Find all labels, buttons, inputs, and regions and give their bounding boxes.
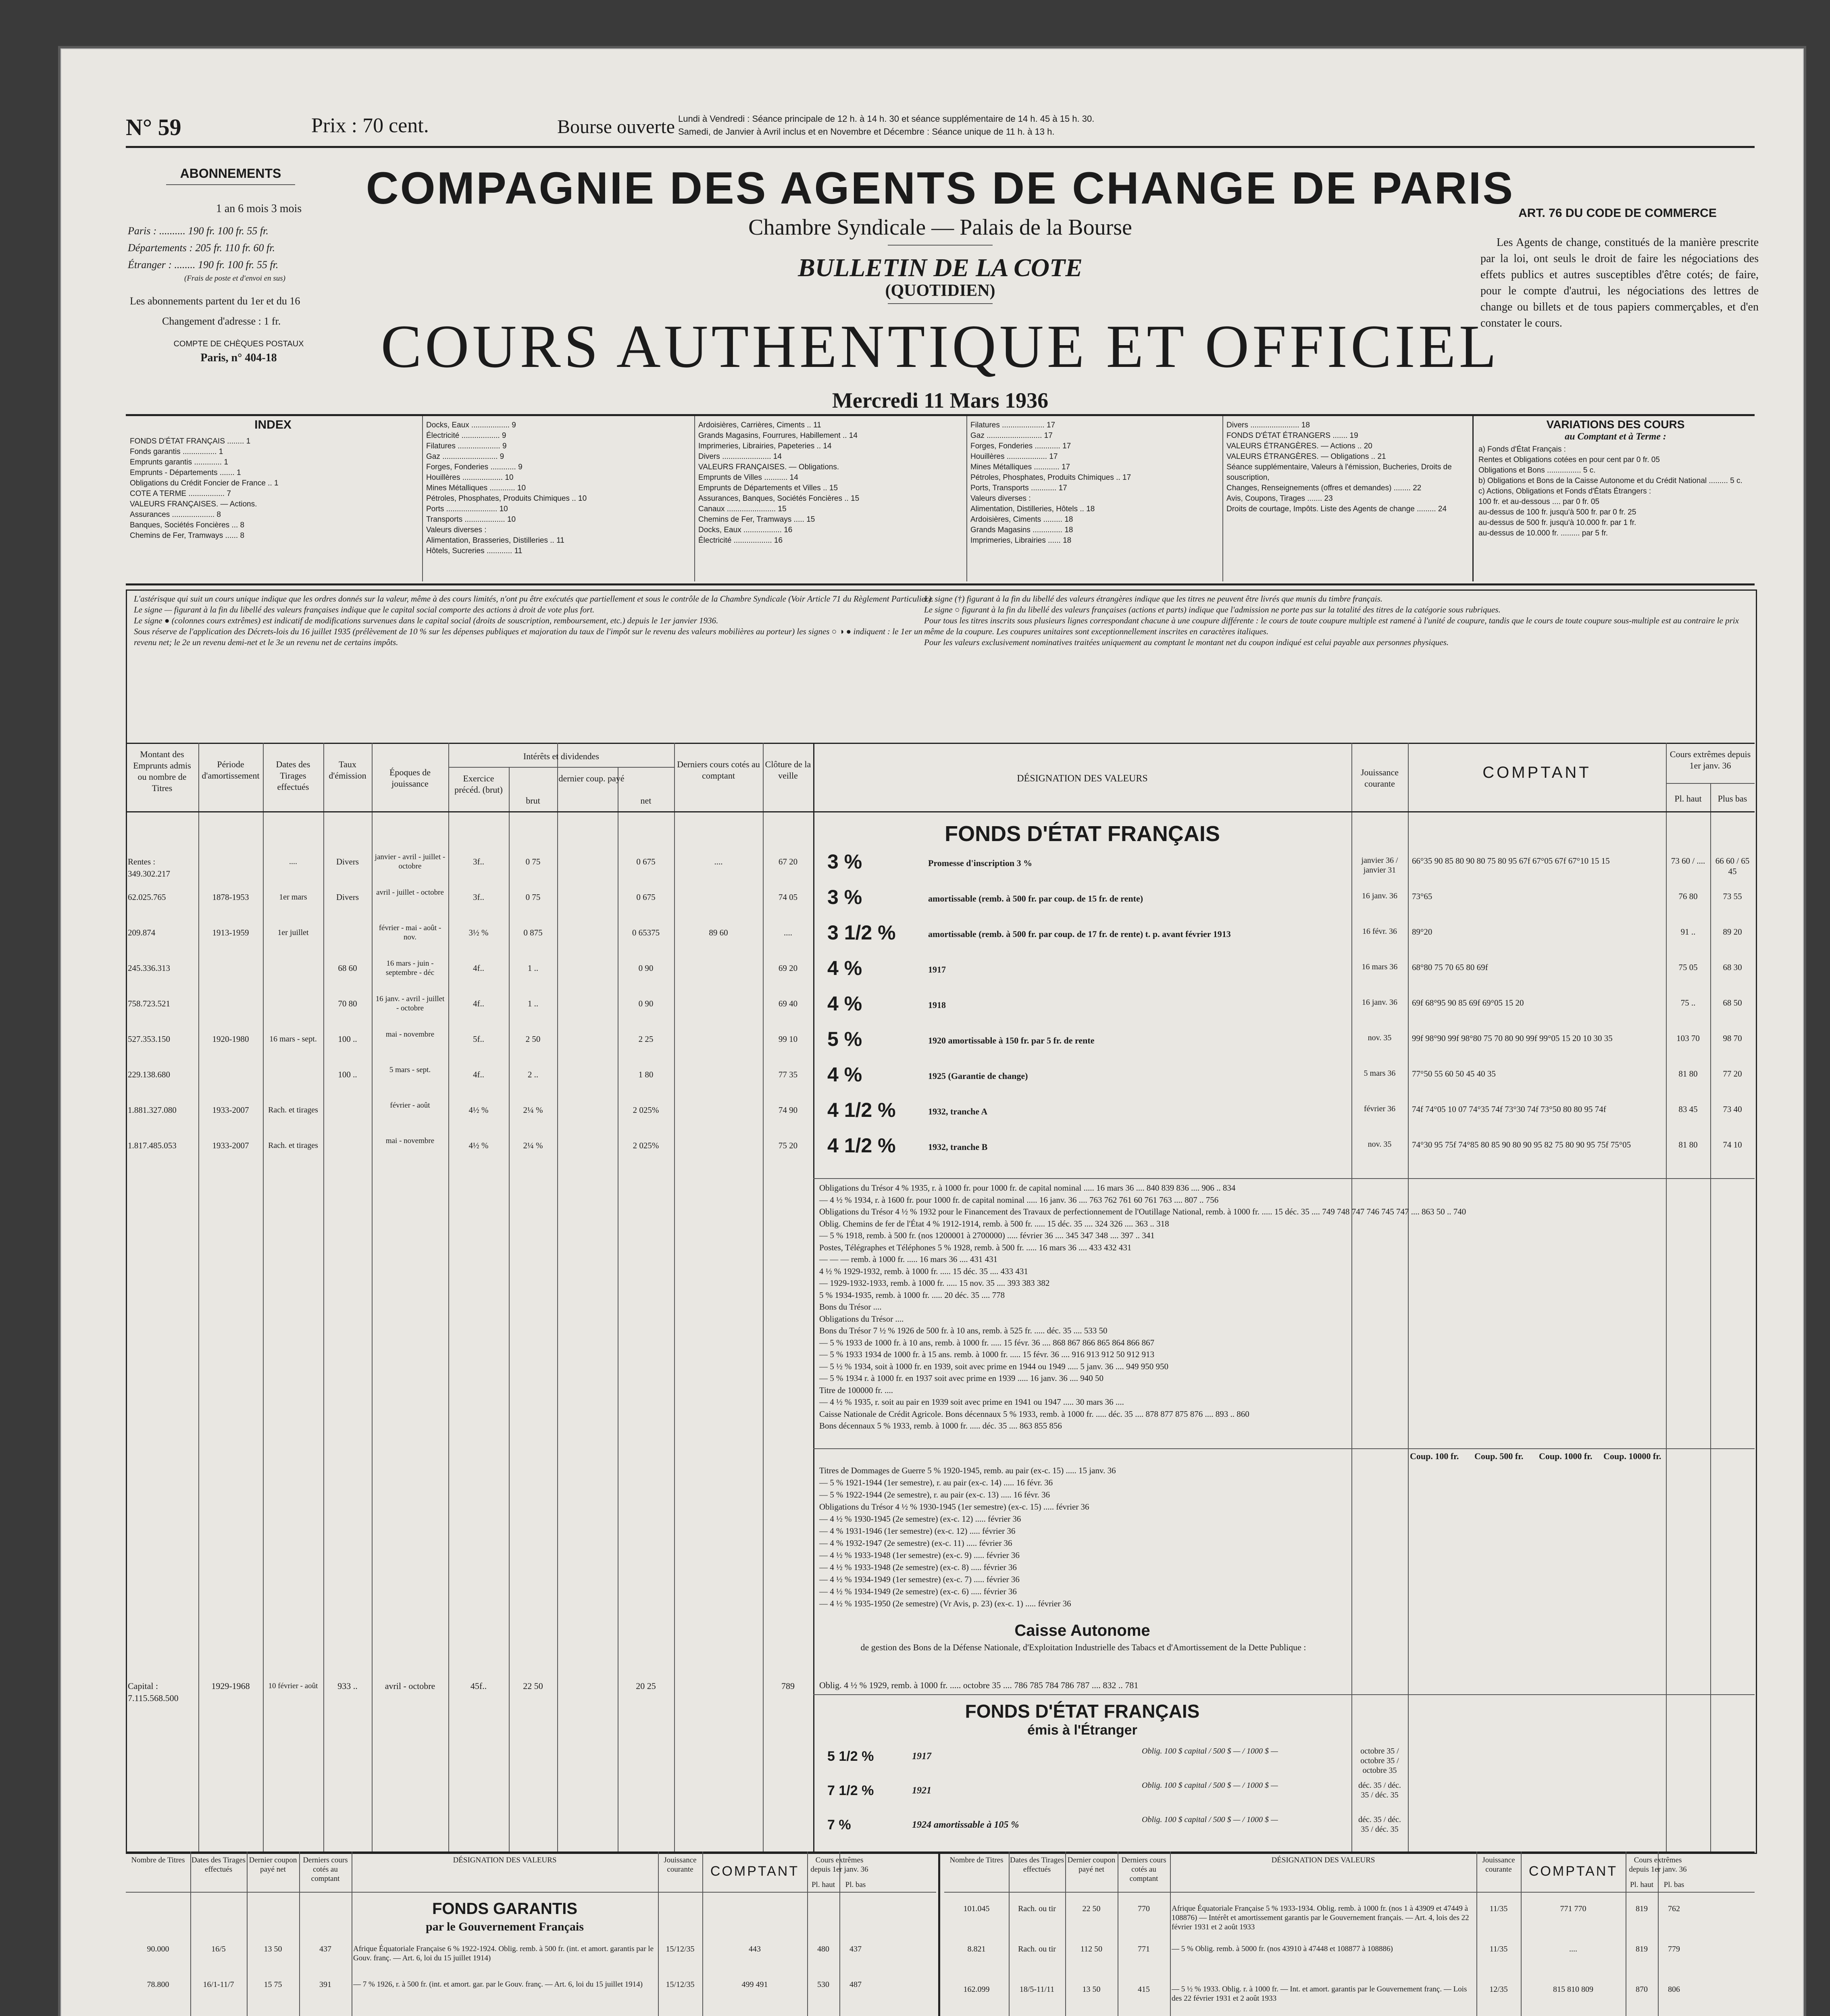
header-jouissance: Jouissance courante: [1360, 767, 1399, 789]
bottom-row-cell: Rach. ou tir: [1018, 1904, 1056, 1913]
etranger-row-year: 1921: [912, 1785, 931, 1796]
fonds-row-epoque: mai - novembre: [385, 1030, 435, 1039]
fonds-row-pl-haut: 75 05: [1678, 962, 1698, 972]
hours-line-2: Samedi, de Janvier à Avril inclus et en Novembre et Décembre : Séance unique de 11 h. à 13 h.: [678, 127, 1055, 137]
fonds-row-montant: 1.881.327.080: [128, 1105, 177, 1115]
bottom-row-cell: 13 50: [264, 1945, 282, 1954]
bottom-header-pl-haut: Pl. haut: [811, 1881, 835, 1889]
abonnements-rows: Paris : .......... 190 fr. 100 fr. 55 fr. Départements : 205 fr. 110 fr. 60 fr. Étranger : ........ 190 fr. 100 fr. 55 fr. (Frais de poste et d'envoi en sus): [128, 225, 286, 283]
bottom-col-rule: [1476, 1851, 1477, 2016]
header-taux: Taux d'émission: [329, 759, 366, 781]
etranger-row-jouissance: déc. 35 / déc. 35 / déc. 35: [1358, 1781, 1401, 1799]
bottom-row-cell: 815 810 809: [1553, 1985, 1593, 1994]
bottom-header-pl-bas: Pl. bas: [1663, 1881, 1684, 1889]
fonds-row-comptant: 99f 98°90 99f 98°80 75 70 80 90 99f 99°05 15 20 10 30 35: [1412, 1033, 1613, 1043]
bottom-row-cell: 15/12/35: [666, 1980, 695, 1989]
bottom-row-cell: Afrique Équatoriale Française 5 % 1933-1934. Oblig. remb. à 1000 fr. (nos 1 à 43909 et 47449 à 108876) — Intérêt et amortissement garantis par le Gouvernement français. — Art. 4, lois des 22 février 1931 et 2 août 1933: [1172, 1904, 1469, 1931]
fonds-row-exercice: 3f..: [473, 892, 484, 902]
fonds-row-brut: 0 875: [523, 928, 543, 937]
index-title: INDEX: [254, 418, 291, 431]
fonds-row-periode: 1878-1953: [212, 892, 249, 902]
fonds-row-periode: 1920-1980: [212, 1034, 249, 1044]
fonds-row-pl-haut: 91 ..: [1680, 927, 1696, 937]
bottom-col-rule: [1065, 1851, 1066, 2016]
index-col-2: Docks, Eaux .................. 9 Électricité .................. 9 Filatures .................... 9 Gaz .......................... 9 Forges, Fonderies ............ 9 Houillères ................... 10 Mines Métalliques ............ 10 Pétroles, Phosphates, Produits Chimiques .. 10 Ports ........................ 10 Transports ................... 10 Valeurs diverses : Alimentation, Brasseries, Distilleries .. 11 Hôtels, Sucreries ............ 11: [426, 421, 587, 555]
fonds-row-cloture: 69 20: [778, 963, 798, 973]
bottom-header-5: Jouissance courante: [1482, 1856, 1515, 1874]
fonds-row-montant: 1.817.485.053: [128, 1141, 177, 1150]
fonds-row-pl-haut: 103 70: [1676, 1033, 1700, 1043]
bottom-col-rule: [807, 1851, 808, 2016]
header-periode: Période d'amortissement: [202, 759, 260, 781]
fonds-row-dates: ....: [289, 857, 297, 866]
fonds-row-montant: 209.874: [128, 928, 156, 937]
header-pl-haut: Pl. haut: [1674, 793, 1702, 804]
bottom-row-cell: 16/1-11/7: [203, 1980, 234, 1989]
fonds-row-epoque: 5 mars - sept.: [389, 1066, 431, 1074]
bottom-row-cell: 101.045: [963, 1904, 990, 1913]
fonds-row-designation: 4 %: [827, 957, 862, 979]
bottom-row-cell: 18/5-11/11: [1019, 1985, 1055, 1994]
bottom-header-6: COMPTANT: [1528, 1864, 1618, 1879]
caisse-cloture: 789: [781, 1681, 795, 1691]
fonds-row-sub: Promesse d'inscription 3 %: [928, 858, 1033, 868]
bottom-col-rule: [299, 1851, 300, 2016]
fonds-row-montant: 527.353.150: [128, 1034, 170, 1044]
bottom-row-cell: 12/35: [1489, 1985, 1508, 1994]
fonds-row-dates: 1er juillet: [277, 928, 309, 937]
fonds-row-net: 0 65375: [632, 928, 660, 937]
fonds-row-dates: Rach. et tirages: [268, 1106, 318, 1114]
cours-title: COURS AUTHENTIQUE ET OFFICIEL: [381, 312, 1500, 380]
fonds-row-designation: 4 1/2 %: [827, 1099, 896, 1121]
fonds-row-taux: 68 60: [338, 963, 357, 973]
fonds-row-cloture: 74 90: [778, 1105, 798, 1115]
bottom-header-5: Jouissance courante: [664, 1856, 697, 1874]
article-text: Les Agents de change, constitués de la manière prescrite par la loi, ont seuls le droit de faire les négociations des effets publics et autres susceptibles d'être cotés; de faire, pour le compte d'autrui, les négociations des lettres de change ou billets et de tous papiers commerçables, et d'en constater le cours.: [1480, 236, 1759, 329]
fonds-row-brut: 1 ..: [527, 963, 539, 973]
fonds-row-sub: amortissable (remb. à 500 fr. par coup. de 17 fr. de rente) t. p. avant février 1913: [928, 929, 1231, 939]
index-col-5: Divers ....................... 18 FONDS D'ÉTAT ÉTRANGERS ....... 19 VALEURS ÉTRANGÈRES. — Actions .. 20 VALEURS ÉTRANGÈRES. — Obligations .. 21 Séance supplémentaire, Valeurs à l'émission, Bucheries, Droits de souscription, Changes, Renseignements (offres et demandes) ........ 22 Avis, Coupons, Tirages ....... 23 Droits de courtage, Impôts. Liste des Agents de change ......... 24: [1226, 421, 1452, 513]
caisse-title: Caisse Autonome: [1014, 1622, 1150, 1639]
notes-left: L'astérisque qui suit un cours unique indique que les ordres donnés sur la valeur, même à des cours limités, n'ont pu être exécutés que partiellement et sous le contrôle de la Chambre Syndicale (Voir Article 71 du Règlement Particulier). Le signe — figurant à la fin du libellé des valeurs françaises indique que le capital social comporte des actions à droit de vote plus fort. Le signe ● (colonnes cours extrêmes) est indicatif de modifications survenues dans le capital social (droits de souscription, remboursement, etc.) depuis le 1er janvier 1936. Sous réserve de l'application des Décrets-lois du 16 juillet 1935 (prélèvement de 10 % sur les dépenses publiques et majoration du taux de l'impôt sur le revenu des valeurs mobilières au porteur) les signes ○ ◑ ● indiquent : le 1er un revenu net; le 2e un revenu demi-net et le 3e un revenu net de certains impôts.: [134, 594, 934, 647]
bottom-fonds-garantis-sub: par le Gouvernement Français: [426, 1920, 584, 1933]
bottom-header-extremes: Cours extrêmes depuis 1er janv. 36: [1629, 1856, 1687, 1874]
fonds-row-cloture: 75 20: [778, 1141, 798, 1150]
bottom-header-extremes: Cours extrêmes depuis 1er janv. 36: [810, 1856, 868, 1874]
fonds-row-comptant: 66°35 90 85 80 90 80 75 80 95 67f 67°05 67f 67°10 15 15: [1412, 856, 1610, 866]
fonds-row-brut: 2 50: [525, 1034, 541, 1044]
etranger-row-oblig: Oblig. 100 $ capital / 500 $ — / 1000 $ —: [1142, 1747, 1278, 1756]
fonds-row-jouissance: nov. 35: [1368, 1033, 1392, 1042]
bottom-row-cell: 13 50: [1082, 1985, 1101, 1994]
bottom-header-pl-bas: Pl. bas: [845, 1881, 866, 1889]
bottom-fonds-garantis-title: FONDS GARANTIS: [432, 1900, 577, 1918]
etranger-sub: émis à l'Étranger: [1027, 1722, 1137, 1738]
bottom-row-cell: 162.099: [963, 1985, 990, 1994]
fonds-row-comptant: 74f 74°05 10 07 74°35 74f 73°30 74f 73°50 80 80 95 74f: [1412, 1104, 1606, 1114]
fonds-row-taux: Divers: [336, 892, 359, 902]
fonds-row-designation: 3 %: [827, 886, 862, 908]
header-dates: Dates des Tirages effectués: [276, 759, 310, 792]
fonds-row-plus-bas: 89 20: [1723, 927, 1742, 937]
fonds-row-brut: 0 75: [525, 857, 541, 866]
fonds-row-net: 2 025%: [633, 1105, 659, 1115]
bottom-header-4: DÉSIGNATION DES VALEURS: [453, 1856, 557, 1864]
bottom-col-rule: [1658, 1851, 1659, 2016]
coup-500-header: Coup. 500 fr.: [1474, 1451, 1524, 1461]
bottom-row-cell: 443: [749, 1945, 761, 1954]
fonds-row-designation: 3 %: [827, 850, 862, 873]
fonds-row-brut: 2¼ %: [523, 1141, 543, 1150]
fonds-row-comptant: 89°20: [1412, 927, 1432, 937]
caisse-taux: 933 ..: [337, 1681, 358, 1691]
article-title: ART. 76 DU CODE DE COMMERCE: [1518, 206, 1717, 220]
header-epoques: Époques de jouissance: [389, 767, 431, 789]
fonds-row-cloture: 77 35: [778, 1070, 798, 1079]
fonds-row-exercice: 4f..: [473, 1070, 484, 1079]
bottom-row-cell: 22 50: [1082, 1904, 1101, 1913]
bottom-row-cell: 771: [1138, 1945, 1150, 1954]
bottom-col-rule: [658, 1851, 659, 2016]
coup-100-header: Coup. 100 fr.: [1410, 1451, 1459, 1461]
fonds-row-montant: 245.336.313: [128, 963, 170, 973]
fonds-row-dates: 1er mars: [279, 893, 307, 902]
fonds-etat-title: FONDS D'ÉTAT FRANÇAIS: [945, 822, 1220, 846]
etranger-row-designation: 5 1/2 %: [827, 1749, 874, 1764]
fonds-row-designation: 4 %: [827, 992, 862, 1015]
fonds-row-designation: 5 %: [827, 1028, 862, 1050]
caisse-net: 20 25: [636, 1681, 656, 1691]
bottom-row-cell: 779: [1668, 1945, 1680, 1954]
fonds-row-taux: 100 ..: [338, 1070, 357, 1079]
bottom-row-cell: 530: [817, 1980, 829, 1989]
fonds-row-designation: 4 1/2 %: [827, 1134, 896, 1157]
bourse-label: Bourse ouverte: [557, 116, 675, 137]
bottom-row-cell: 78.800: [147, 1980, 169, 1989]
fonds-row-jouissance: 16 mars 36: [1362, 962, 1398, 971]
bottom-row-cell: 762: [1668, 1904, 1680, 1913]
header-designation: DÉSIGNATION DES VALEURS: [1017, 773, 1148, 784]
newspaper-page: [60, 48, 1804, 2016]
etranger-row-designation: 7 1/2 %: [827, 1783, 874, 1798]
bottom-row-cell: 480: [817, 1945, 829, 1954]
variations-lines: a) Fonds d'État Français : Rentes et Obligations cotées en pour cent par 0 fr. 05 Obligations et Bons ................ 5 c. b) Obligations et Bons de la Caisse Autonome et du Crédit National ......... 5 c. c) Actions, Obligations et Fonds d'États Étrangers : 100 fr. et au-dessous .... par 0 fr. 05 au-dessus de 100 fr. jusqu'à 500 fr. par 0 fr. 25 au-dessus de 500 fr. jusqu'à 10.000 fr. par 1 fr. au-dessus de 10.000 fr. ......... par 5 fr.: [1478, 445, 1743, 537]
bottom-row-cell: — 5 % Oblig. remb. à 5000 fr. (nos 43910 à 47448 et 108877 à 108886): [1172, 1945, 1393, 1953]
header-extremes: Cours extrêmes depuis 1er janv. 36: [1670, 749, 1751, 771]
fonds-row-montant: 758.723.521: [128, 999, 170, 1008]
fonds-row-comptant: 68°80 75 70 65 80 69f: [1412, 962, 1488, 972]
obligations-block: Obligations du Trésor 4 % 1935, r. à 1000 fr. pour 1000 fr. de capital nominal ..... 16 mars 36 .... 840 839 836 .... 906 .. 834 — 4 ½ % 1934, r. à 1600 fr. pour 1000 fr. de capital nominal ..... 16 janv. 36 .... 763 762 761 60 761 763 .... 807 .. 756 Obligations du Trésor 4 ½ % 1932 pour le Financement des Travaux de perfectionnement de l'Outillage National, remb. à 1000 fr. ..... 15 déc. 35 .... 749 748 747 746 745 747 .... 863 50 .. 740 Oblig. Chemins de fer de l'État 4 % 1912-1914, remb. à 500 fr. ..... 15 déc. 35 .... 324 326 .... 363 .. 318 — 5 % 1918, remb. à 500 fr. (nos 1200001 à 2700000) ..... février 36 .... 345 347 348 .... 397 .. 341 Postes, Télégraphes et Téléphones 5 % 1928, remb. à 500 fr. ..... 16 mars 36 .... 433 432 431 — — — remb. à 1000 fr. ..... 16 mars 36 .... 431 431 4 ½ % 1929-1932, remb. à 1000 fr. ..... 15 déc. 35 .... 433 431 — 1929-1932-1933, remb. à 1000 fr. ..... 15 nov. 35 .... 393 383 382 5 % 1934-1935, remb. à 1000 fr. ..... 20 déc. 35 .... 778 Bons du Trésor .... Obligations du Trésor .... Bons du Trésor 7 ½ % 1926 de 500 fr. à 10 ans, remb. à 525 fr. ..... déc. 35 .... 533 50 — 5 % 1933 de 1000 fr. à 10 ans, remb. à 1000 fr. ..... 15 févr. 36 .... 868 867 866 865 864 866 867 — 5 % 1933 1934 de 1000 fr. à 15 ans. remb. à 1000 fr. ..... 15 févr. 36 .... 916 913 912 50 912 913 — 5 ½ % 1934, soit à 1000 fr. en 1939, soit avec prime en 1944 ou 1949 ..... 5 janv. 36 .... 949 950 950 — 5 % 1934 r. à 1000 fr. en 1937 soit avec prime en 1939 ..... 16 janv. 36 .... 940 50 Titre de 100000 fr. .... — 4 ½ % 1935, r. soit au pair en 1939 soit avec prime en 1941 ou 1947 ..... 30 mars 36 .... Caisse Nationale de Crédit Agricole. Bons décennaux 5 % 1933, remb. à 1000 fr. ..... déc. 35 .... 878 877 875 876 .... 893 .. 860 Bons décennaux 5 % 1933, remb. à 1000 fr. ..... déc. 35 .... 863 855 856: [819, 1183, 1466, 1431]
bottom-header-rule: [126, 1892, 936, 1893]
fonds-row-brut: 0 75: [525, 892, 541, 902]
index-col-3: Ardoisières, Carrières, Ciments .. 11 Grands Magasins, Fourrures, Habillement .. 14 Imprimeries, Librairies, Papeteries .. 14 Divers ....................... 14 VALEURS FRANÇAISES. — Obligations. Emprunts de Villes ........... 14 Emprunts de Départements et Villes .. 15 Assurances, Banques, Sociétés Foncières .. 15 Canaux ....................... 15 Chemins de Fer, Tramways ..... 15 Docks, Eaux .................. 16 Électricité .................. 16: [698, 421, 860, 545]
fonds-row-jouissance: 16 janv. 36: [1362, 891, 1398, 900]
fonds-row-derniers: ....: [714, 857, 723, 866]
bottom-row-cell: 499 491: [741, 1980, 768, 1989]
fonds-row-periode: 1913-1959: [212, 928, 249, 937]
variations-subtitle: au Comptant et à Terme :: [1565, 431, 1666, 442]
fonds-row-epoque: mai - novembre: [385, 1137, 435, 1145]
caisse-exercice: 45f..: [470, 1681, 487, 1691]
fonds-row-pl-haut: 81 80: [1678, 1069, 1698, 1079]
bottom-col-rule: [1521, 1851, 1522, 2016]
bottom-row-cell: Afrique Équatoriale Française 6 % 1922-1924. Oblig. remb. à 500 fr. (int. et amort. garantis par le Gouv. franç. — Art. 6, loi du 15 juillet 1914): [353, 1945, 654, 1962]
fonds-row-comptant: 74°30 95 75f 74°85 80 85 90 80 90 95 82 75 80 90 95 75f 75°05: [1412, 1140, 1631, 1150]
fonds-row-comptant: 69f 68°95 90 85 69f 69°05 15 20: [1412, 998, 1524, 1008]
bottom-header-2: Dernier coupon payé net: [249, 1856, 297, 1874]
fonds-row-pl-haut: 73 60 / ....: [1671, 856, 1705, 866]
fonds-row-dates: 16 mars - sept.: [269, 1035, 317, 1043]
bottom-header-pl-haut: Pl. haut: [1630, 1881, 1654, 1889]
fonds-row-designation: 4 %: [827, 1063, 862, 1086]
fonds-row-jouissance: février 36: [1364, 1104, 1396, 1113]
etranger-row-jouissance: déc. 35 / déc. 35 / déc. 35: [1358, 1815, 1401, 1834]
index-col-1: FONDS D'ÉTAT FRANÇAIS ........ 1 Fonds garantis ................ 1 Emprunts garantis ............. 1 Emprunts - Départements ....... 1 Obligations du Crédit Foncier de France .. 1 COTE A TERME ................. 7 VALEURS FRANÇAISES. — Actions. Assurances .................... 8 Banques, Sociétés Foncières ... 8 Chemins de Fer, Tramways ...... 8: [130, 437, 279, 540]
fonds-row-cloture: 67 20: [778, 857, 798, 866]
bottom-row-cell: — 5 ½ % 1933. Oblig. r. à 1000 fr. — Int. et amort. garantis par le Gouvernement franç. — Lois des 22 février 1931 et 2 août 1933: [1172, 1985, 1467, 2003]
bottom-row-cell: 8.821: [967, 1945, 986, 1954]
fonds-row-epoque: janvier - avril - juillet - octobre: [375, 853, 446, 871]
fonds-row-pl-haut: 75 ..: [1680, 998, 1696, 1008]
caisse-montant: Capital : 7.115.568.500: [128, 1681, 179, 1703]
header-montant: Montant des Emprunts admis ou nombre de Titres: [133, 749, 191, 793]
fonds-row-epoque: février - août: [390, 1101, 430, 1110]
fonds-row-exercice: 4f..: [473, 999, 484, 1008]
fonds-row-epoque: février - mai - août - nov.: [379, 924, 441, 941]
bottom-header-1: Dates des Tirages effectués: [1010, 1856, 1064, 1874]
bottom-col-rule: [1170, 1851, 1171, 2016]
bottom-row-cell: Rach. ou tir: [1018, 1945, 1056, 1954]
issue-date: Mercredi 11 Mars 1936: [832, 388, 1049, 412]
fonds-row-exercice: 4½ %: [468, 1141, 489, 1150]
fonds-row-plus-bas: 66 60 / 65 45: [1715, 856, 1750, 876]
variations-title: VARIATIONS DES COURS: [1546, 418, 1685, 431]
dommages-block: Titres de Dommages de Guerre 5 % 1920-1945, remb. au pair (ex-c. 15) ..... 15 janv. 36 — 5 % 1921-1944 (1er semestre), r. au pair (ex-c. 14) ..... 16 févr. 36 — 5 % 1922-1944 (2e semestre), r. au pair (ex-c. 13) ..... 16 févr. 36 Obligations du Trésor 4 ½ % 1930-1945 (1er semestre) (ex-c. 15) ..... février 36 — 4 ½ % 1930-1945 (2e semestre) (ex-c. 12) ..... février 36 — 4 % 1931-1946 (1er semestre) (ex-c. 12) ..... février 36 — 4 % 1932-1947 (2e semestre) (ex-c. 11) ..... février 36 — 4 ½ % 1933-1948 (1er semestre) (ex-c. 9) ..... février 36 — 4 ½ % 1933-1948 (2e semestre) (ex-c. 8) ..... février 36 — 4 ½ % 1934-1949 (1er semestre) (ex-c. 7) ..... février 36 — 4 ½ % 1934-1949 (2e semestre) (ex-c. 6) ..... février 36 — 4 ½ % 1935-1950 (2e semestre) (Vr Avis, p. 23) (ex-c. 1) ..... février 36: [819, 1466, 1116, 1608]
fonds-row-exercice: 5f..: [473, 1034, 484, 1044]
bottom-row-cell: 487: [849, 1980, 862, 1989]
header-interets: Intérêts et dividendes: [523, 751, 600, 761]
bulletin-title: BULLETIN DE LA COTE: [798, 253, 1083, 282]
fonds-row-jouissance: janvier 36 / janvier 31: [1361, 856, 1398, 875]
fonds-row-dates: Rach. et tirages: [268, 1141, 318, 1150]
fonds-row-sub: 1932, tranche B: [928, 1142, 988, 1152]
bottom-header-rule: [944, 1892, 1755, 1893]
fonds-row-plus-bas: 73 55: [1723, 891, 1742, 901]
fonds-row-cloture: 74 05: [778, 892, 798, 902]
fonds-row-sub: 1932, tranche A: [928, 1106, 988, 1116]
fonds-row-designation: 3 1/2 %: [827, 921, 896, 944]
fonds-row-net: 0 675: [636, 857, 656, 866]
coup-1000-header: Coup. 1000 fr.: [1539, 1451, 1593, 1461]
abonnements-title: ABONNEMENTS: [180, 166, 281, 181]
fonds-row-sub: amortissable (remb. à 500 fr. par coup. de 15 fr. de rente): [928, 893, 1143, 904]
fonds-row-jouissance: nov. 35: [1368, 1140, 1392, 1149]
bottom-row-cell: — 7 % 1926, r. à 500 fr. (int. et amort. gar. par le Gouv. franç. — Art. 6, loi du 15 juillet 1914): [353, 1980, 643, 1989]
fonds-row-net: 0 90: [638, 999, 654, 1008]
fonds-row-plus-bas: 98 70: [1723, 1033, 1742, 1043]
fonds-row-sub: 1917: [928, 964, 946, 975]
fonds-row-jouissance: 5 mars 36: [1364, 1069, 1396, 1078]
fonds-row-taux: 70 80: [338, 999, 357, 1008]
fonds-row-cloture: ....: [784, 928, 792, 937]
etranger-title: FONDS D'ÉTAT FRANÇAIS: [965, 1701, 1200, 1722]
fonds-row-brut: 2¼ %: [523, 1105, 543, 1115]
bottom-row-cell: ....: [1569, 1945, 1577, 1954]
fonds-row-plus-bas: 74 10: [1723, 1140, 1742, 1150]
fonds-row-periode: 1933-2007: [212, 1105, 249, 1115]
bottom-header-3: Derniers cours cotés au comptant: [303, 1856, 348, 1883]
bottom-row-cell: 90.000: [147, 1945, 169, 1954]
bottom-header-3: Derniers cours cotés au comptant: [1121, 1856, 1166, 1883]
fonds-row-plus-bas: 77 20: [1723, 1069, 1742, 1079]
fonds-row-exercice: 3½ %: [468, 928, 489, 937]
bottom-row-cell: 437: [849, 1945, 862, 1954]
abonnements-note-2: Changement d'adresse : 1 fr.: [162, 315, 281, 327]
bottom-row-cell: 391: [319, 1980, 331, 1989]
bottom-header-1: Dates des Tirages effectués: [191, 1856, 246, 1874]
etranger-row-designation: 7 %: [827, 1817, 851, 1833]
fonds-row-montant: 229.138.680: [128, 1070, 170, 1079]
fonds-row-comptant: 77°50 55 60 50 45 40 35: [1412, 1069, 1496, 1079]
issue-number: N° 59: [126, 114, 181, 140]
bottom-row-cell: 819: [1636, 1904, 1648, 1913]
header-derniers-cours: Derniers cours cotés au comptant: [677, 759, 760, 781]
header-comptant: COMPTANT: [1482, 764, 1591, 781]
bottom-row-cell: 112 50: [1080, 1945, 1103, 1954]
bottom-col-rule: [190, 1851, 191, 2016]
bottom-col-rule: [247, 1851, 248, 2016]
fonds-row-periode: 1933-2007: [212, 1141, 249, 1150]
caisse-line: Oblig. 4 ½ % 1929, remb. à 1000 fr. ..... octobre 35 .... 786 785 784 786 787 .... 832 .. 781: [819, 1680, 1139, 1690]
bottom-row-cell: 771 770: [1560, 1904, 1586, 1913]
fonds-row-net: 1 80: [638, 1070, 654, 1079]
bottom-header-6: COMPTANT: [710, 1864, 799, 1879]
fonds-row-pl-haut: 81 80: [1678, 1140, 1698, 1150]
bottom-col-rule: [1009, 1851, 1010, 2016]
etranger-row-year: 1924 amortissable à 105 %: [912, 1820, 1019, 1830]
fonds-row-taux: Divers: [336, 857, 359, 866]
fonds-row-epoque: 16 janv. - avril - juillet - octobre: [375, 995, 445, 1012]
caisse-brut: 22 50: [523, 1681, 543, 1691]
fonds-row-epoque: avril - juillet - octobre: [376, 888, 444, 897]
fonds-row-taux: 100 ..: [338, 1034, 357, 1044]
header-plus-bas: Plus bas: [1718, 793, 1747, 804]
fonds-row-net: 0 90: [638, 963, 654, 973]
bottom-row-cell: 16/5: [211, 1945, 226, 1954]
bottom-row-cell: 806: [1668, 1985, 1680, 1994]
fonds-row-pl-haut: 76 80: [1678, 891, 1698, 901]
fonds-row-comptant: 73°65: [1412, 891, 1432, 901]
fonds-row-plus-bas: 68 30: [1723, 962, 1742, 972]
fonds-row-montant: 62.025.765: [128, 892, 166, 902]
header-cloture: Clôture de la veille: [765, 759, 811, 781]
caisse-periode: 1929-1968: [211, 1681, 250, 1691]
bottom-row-cell: 437: [319, 1945, 331, 1954]
header-exercice: Exercice précéd. (brut): [454, 773, 503, 795]
hours-line-1: Lundi à Vendredi : Séance principale de 12 h. à 14 h. 30 et séance supplémentaire de 14 h. 45 à 15 h. 30.: [678, 114, 1095, 124]
fonds-row-net: 0 675: [636, 892, 656, 902]
bottom-row-cell: 415: [1138, 1985, 1150, 1994]
fonds-row-cloture: 99 10: [778, 1034, 798, 1044]
header-net: net: [640, 796, 652, 806]
bottom-row-cell: 819: [1636, 1945, 1648, 1954]
masthead-subtitle: Chambre Syndicale — Palais de la Bourse: [748, 215, 1132, 240]
bottom-header-0: Nombre de Titres: [131, 1856, 185, 1864]
fonds-row-pl-haut: 83 45: [1678, 1104, 1698, 1114]
masthead-title: COMPAGNIE DES AGENTS DE CHANGE DE PARIS: [366, 163, 1515, 213]
coup-10000-header: Coup. 10000 fr.: [1603, 1451, 1661, 1461]
bottom-row-cell: 15 75: [264, 1980, 282, 1989]
fonds-row-jouissance: 16 févr. 36: [1362, 927, 1397, 936]
etranger-row-year: 1917: [912, 1751, 931, 1762]
bottom-row-cell: 11/35: [1489, 1945, 1508, 1954]
caisse-sub: de gestion des Bons de la Défense Nationale, d'Exploitation Industrielle des Tabacs et d'Amortissement de la Dette Publique :: [860, 1642, 1306, 1652]
fonds-row-brut: 2 ..: [527, 1070, 539, 1079]
header-brut: brut: [526, 796, 540, 806]
caisse-epoque: avril - octobre: [385, 1681, 435, 1691]
etranger-row-oblig: Oblig. 100 $ capital / 500 $ — / 1000 $ —: [1142, 1781, 1278, 1790]
header-dernier-coupon: dernier coup. payé: [558, 773, 625, 783]
bottom-col-rule: [702, 1851, 703, 2016]
fonds-row-plus-bas: 73 40: [1723, 1104, 1742, 1114]
bottom-row-cell: 870: [1636, 1985, 1648, 1994]
fonds-row-epoque: 16 mars - juin - septembre - déc: [385, 959, 435, 977]
fonds-row-cloture: 69 40: [778, 999, 798, 1008]
fonds-row-plus-bas: 68 50: [1723, 998, 1742, 1008]
bottom-header-2: Dernier coupon payé net: [1067, 1856, 1116, 1874]
index-col-4: Filatures .................... 17 Gaz .......................... 17 Forges, Fonderies ............ 17 Houillères ................... 17 Mines Métalliques ............ 17 Pétroles, Phosphates, Produits Chimiques .. 17 Ports, Transports ............ 17 Valeurs diverses : Alimentation, Distilleries, Hôtels .. 18 Ardoisières, Ciments ......... 18 Grands Magasins .............. 18 Imprimeries, Librairies ...... 18: [970, 421, 1131, 545]
fonds-row-net: 2 025%: [633, 1141, 659, 1150]
notes-right: Le signe (†) figurant à la fin du libellé des valeurs étrangères indique que les titres ne peuvent être livrés que munis du timbre français. Le signe ○ figurant à la fin du libellé des valeurs françaises (actions et parts) indique que l'admission ne porte pas sur la totalité des titres de la catégorie sous rubriques. Pour tous les titres inscrits sous plusieurs lignes correspondant chacune à une coupure différente : le cours de toute coupure multiple est ramené à l'unité de coupure, tandis que le cours de toute coupure sous-multiple est au contraire le prix même de la coupure. Les coupures unitaires sont exceptionnellement inscrites en caractères italiques. Pour les valeurs exclusivement nominatives traitées uniquement au comptant le montant net du coupon indiqué est celui payable aux personnes physiques.: [924, 594, 1739, 647]
fonds-row-sub: 1920 amortissable à 150 fr. par 5 fr. de rente: [928, 1035, 1095, 1045]
cheques-number: Paris, n° 404-18: [200, 352, 277, 364]
bottom-header-0: Nombre de Titres: [949, 1856, 1003, 1864]
fonds-row-montant: Rentes : 349.302.217: [128, 857, 170, 879]
bottom-row-cell: 11/35: [1489, 1904, 1508, 1913]
etranger-row-jouissance: octobre 35 / octobre 35 / octobre 35: [1360, 1747, 1399, 1775]
fonds-row-brut: 1 ..: [527, 999, 539, 1008]
caisse-dates: 10 février - août: [268, 1682, 318, 1690]
fonds-row-derniers: 89 60: [709, 928, 728, 937]
abonnements-cols: 1 an 6 mois 3 mois: [216, 202, 302, 215]
fonds-row-sub: 1925 (Garantie de change): [928, 1071, 1028, 1081]
fonds-row-exercice: 4f..: [473, 963, 484, 973]
fonds-row-sub: 1918: [928, 1000, 946, 1010]
price: Prix : 70 cent.: [311, 114, 429, 137]
etranger-row-oblig: Oblig. 100 $ capital / 500 $ — / 1000 $ —: [1142, 1815, 1278, 1824]
abonnements-note-1: Les abonnements partent du 1er et du 16: [130, 295, 300, 307]
fonds-row-exercice: 4½ %: [468, 1105, 489, 1115]
fonds-row-exercice: 3f..: [473, 857, 484, 866]
bottom-row-cell: 15/12/35: [666, 1945, 695, 1954]
bottom-header-4: DÉSIGNATION DES VALEURS: [1271, 1856, 1375, 1864]
bottom-row-cell: 770: [1138, 1904, 1150, 1913]
bottom-col-rule: [839, 1851, 840, 2016]
bulletin-quotidien: (QUOTIDIEN): [885, 281, 995, 300]
cheques-title: COMPTE DE CHÈQUES POSTAUX: [173, 339, 304, 348]
fonds-row-jouissance: 16 janv. 36: [1362, 998, 1398, 1007]
fonds-row-net: 2 25: [638, 1034, 654, 1044]
